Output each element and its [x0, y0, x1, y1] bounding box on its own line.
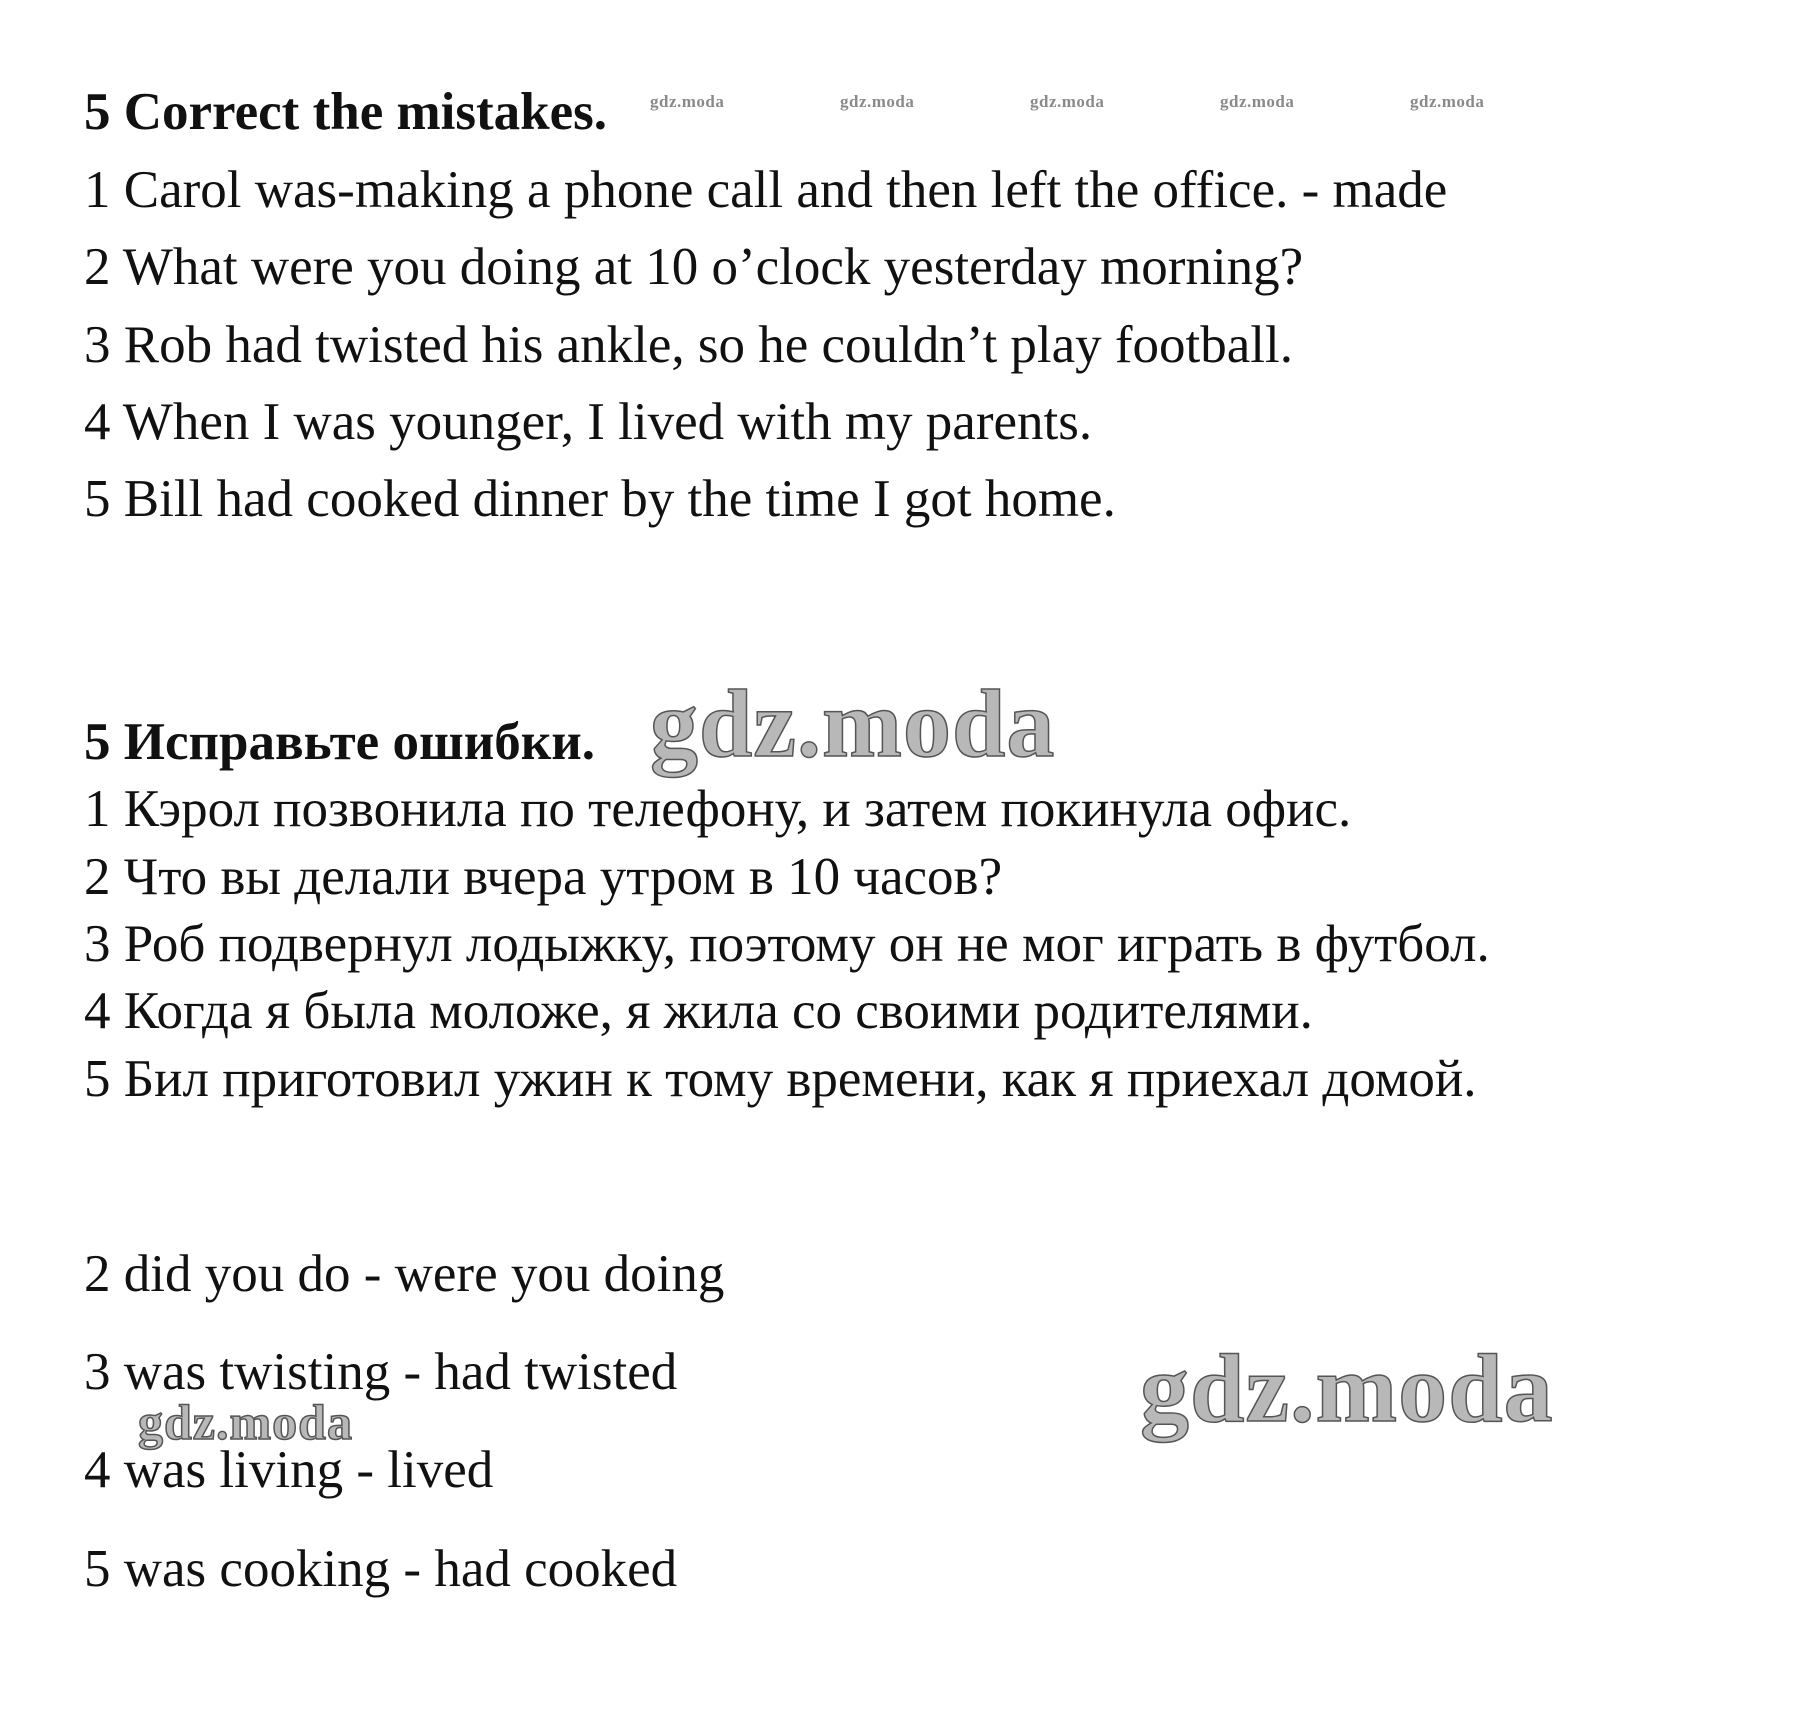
english-item-2: 2 What were you doing at 10 o’clock yesterday morning?	[84, 238, 1304, 296]
english-item-3: 3 Rob had twisted his ankle, so he couldn’t play football.	[84, 316, 1294, 374]
russian-item-1: 1 Кэрол позвонила по телефону, и затем покинула офис.	[84, 780, 1352, 838]
watermark-large: gdz.moda	[1140, 1335, 1554, 1443]
english-item-4: 4 When I was younger, I lived with my parents.	[84, 393, 1093, 451]
answer-item-2: 2 did you do - were you doing	[84, 1245, 725, 1303]
watermark-small: gdz.moda	[1220, 92, 1295, 111]
answer-item-5: 5 was cooking - had cooked	[84, 1540, 678, 1598]
russian-item-5: 5 Бил приготовил ужин к тому времени, как я приехал домой.	[84, 1050, 1477, 1108]
answer-item-3: 3 was twisting - had twisted	[84, 1343, 678, 1401]
watermark-small: gdz.moda	[650, 92, 725, 111]
watermark-medium: gdz.moda	[138, 1394, 353, 1450]
russian-heading: 5 Исправьте ошибки.	[84, 713, 596, 771]
watermark-large: gdz.moda	[650, 670, 1056, 777]
english-heading: 5 Correct the mistakes.	[84, 83, 607, 141]
answer-item-4: 4 was living - lived	[84, 1441, 494, 1499]
russian-item-4: 4 Когда я была моложе, я жила со своими родителями.	[84, 982, 1313, 1040]
watermark-small: gdz.moda	[840, 92, 915, 111]
watermark-small: gdz.moda	[1030, 92, 1105, 111]
english-item-5: 5 Bill had cooked dinner by the time I got home.	[84, 470, 1116, 528]
russian-item-3: 3 Роб подвернул лодыжку, поэтому он не мог играть в футбол.	[84, 915, 1490, 973]
watermark-small: gdz.moda	[1410, 92, 1485, 111]
russian-item-2: 2 Что вы делали вчера утром в 10 часов?	[84, 848, 1003, 906]
english-item-1: 1 Carol was-making a phone call and then left the office. - made	[84, 161, 1448, 219]
